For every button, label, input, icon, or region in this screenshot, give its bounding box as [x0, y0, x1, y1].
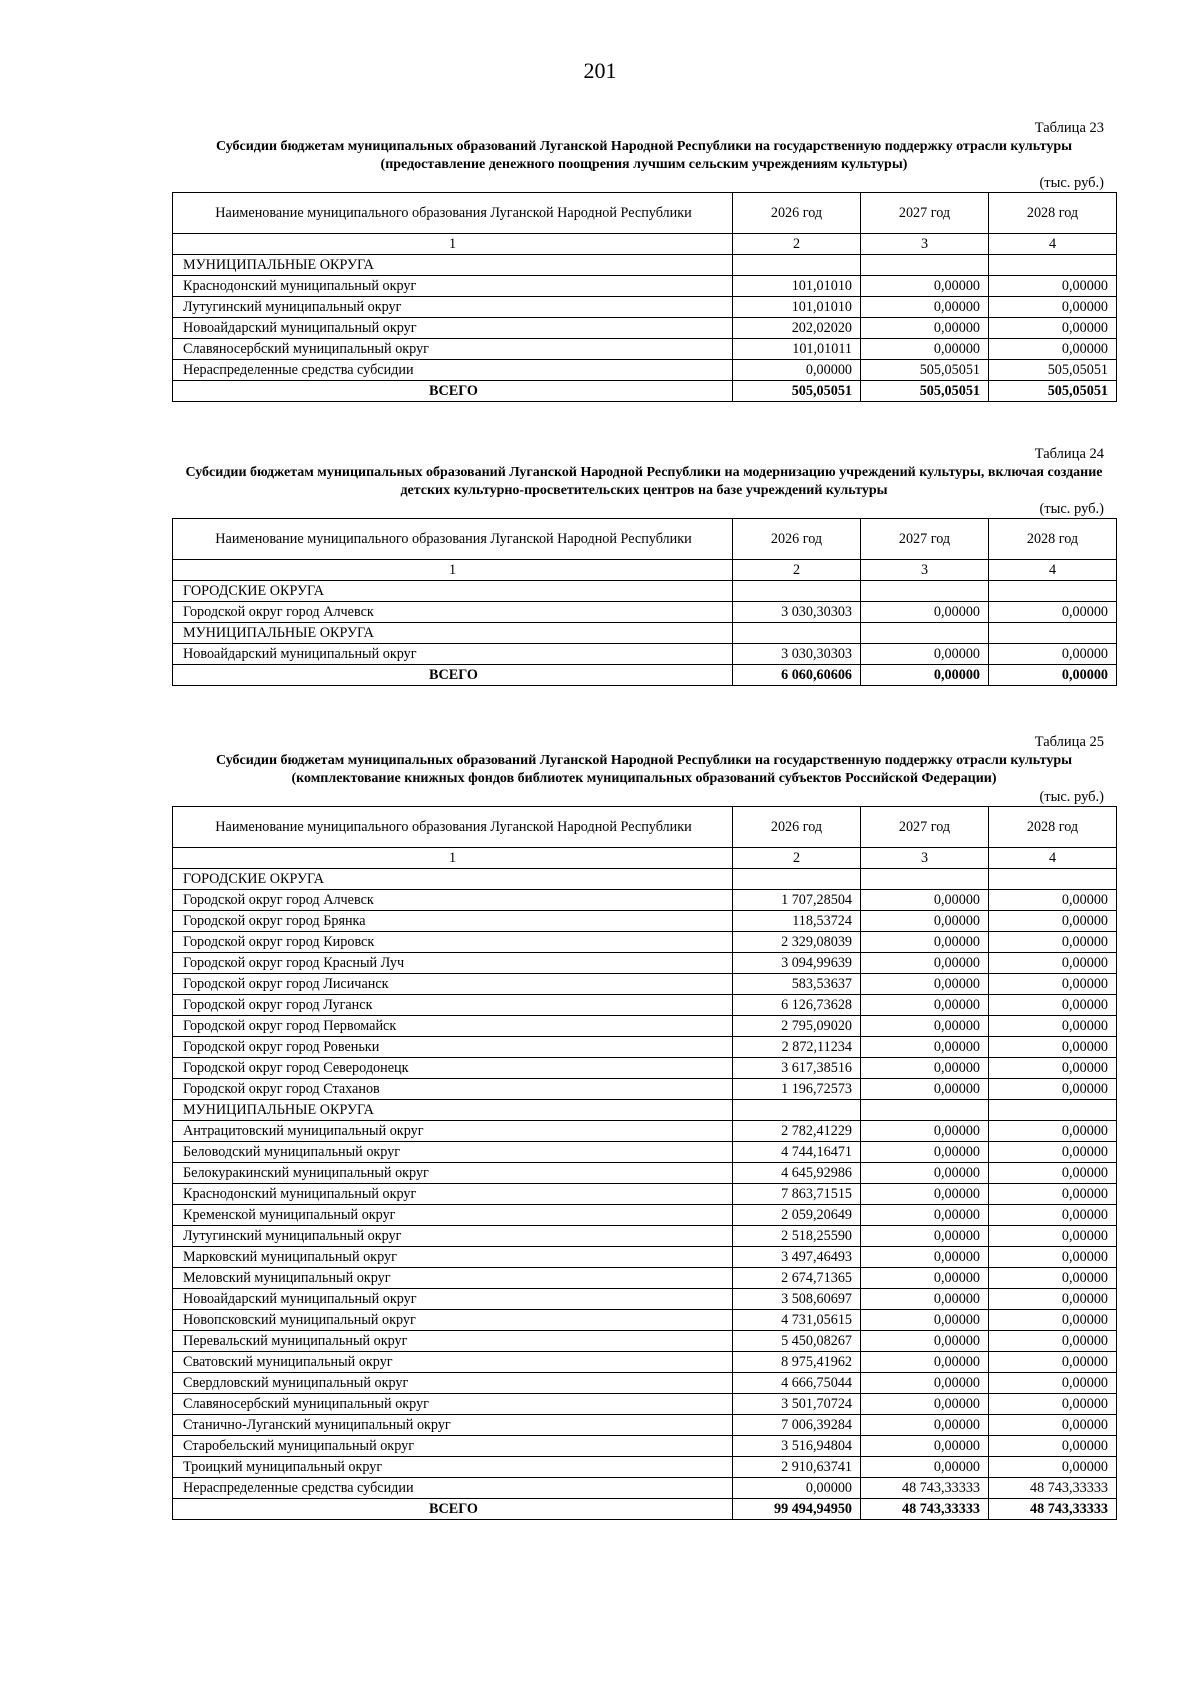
total-value-cell: 99 494,94950	[733, 1499, 861, 1520]
row-value-cell: 0,00000	[733, 360, 861, 381]
row-value-cell: 1 707,28504	[733, 890, 861, 911]
row-value-cell: 6 126,73628	[733, 995, 861, 1016]
table-row	[173, 1205, 1117, 1226]
row-value-cell: 0,00000	[861, 1457, 989, 1478]
row-name-cell: Новопсковский муниципальный округ	[173, 1310, 733, 1331]
row-value-cell: 0,00000	[989, 1163, 1117, 1184]
row-value-cell: 0,00000	[861, 1247, 989, 1268]
row-value-cell: 0,00000	[989, 1079, 1117, 1100]
header-name-cell: Наименование муниципального образования Луганской Народной Республики	[173, 193, 733, 234]
row-name-cell: Станично-Луганский муниципальный округ	[173, 1415, 733, 1436]
row-value-cell: 0,00000	[989, 932, 1117, 953]
row-value-cell: 0,00000	[989, 1016, 1117, 1037]
table-row	[173, 1394, 1117, 1415]
row-value-cell: 0,00000	[861, 1163, 989, 1184]
row-value-cell: 0,00000	[989, 1268, 1117, 1289]
row-name-cell: Новоайдарский муниципальный округ	[173, 318, 733, 339]
table-row	[173, 1268, 1117, 1289]
table-row	[173, 318, 1117, 339]
row-value-cell: 0,00000	[861, 1394, 989, 1415]
row-value-cell: 0,00000	[861, 1016, 989, 1037]
total-value-cell: 48 743,33333	[861, 1499, 989, 1520]
header-year-cell: 2026 год	[733, 193, 861, 234]
row-value-cell: 3 497,46493	[733, 1247, 861, 1268]
row-value-cell	[733, 255, 861, 276]
row-value-cell: 0,00000	[989, 890, 1117, 911]
table-label: Таблица 24	[1034, 446, 1104, 462]
table-label: Таблица 25	[1034, 734, 1104, 750]
header-name-cell: Наименование муниципального образования Луганской Народной Республики	[173, 519, 733, 560]
row-value-cell: 0,00000	[989, 1058, 1117, 1079]
index-cell: 2	[733, 848, 861, 869]
row-value-cell: 0,00000	[989, 1331, 1117, 1352]
row-value-cell: 0,00000	[989, 1037, 1117, 1058]
index-cell: 1	[173, 560, 733, 581]
table-row	[173, 581, 1117, 602]
row-value-cell: 0,00000	[989, 1373, 1117, 1394]
index-row	[173, 234, 1117, 255]
row-value-cell: 0,00000	[989, 1457, 1117, 1478]
table-row	[173, 953, 1117, 974]
table-row	[173, 1373, 1117, 1394]
page-number: 201	[583, 58, 617, 83]
row-value-cell: 0,00000	[861, 974, 989, 995]
table-row	[173, 995, 1117, 1016]
table-row	[173, 890, 1117, 911]
total-row	[173, 665, 1117, 686]
header-year-cell: 2027 год	[861, 807, 989, 848]
table-row	[173, 1037, 1117, 1058]
row-value-cell: 8 975,41962	[733, 1352, 861, 1373]
total-value-cell: 48 743,33333	[989, 1499, 1117, 1520]
row-name-cell: Краснодонский муниципальный округ	[173, 276, 733, 297]
row-name-cell: Свердловский муниципальный округ	[173, 1373, 733, 1394]
row-value-cell	[989, 581, 1117, 602]
total-name-cell: ВСЕГО	[173, 1499, 733, 1520]
row-value-cell: 0,00000	[989, 1247, 1117, 1268]
row-value-cell	[861, 869, 989, 890]
row-name-cell: Лутугинский муниципальный округ	[173, 297, 733, 318]
total-row	[173, 1499, 1117, 1520]
table-title: Субсидии бюджетам муниципальных образований Луганской Народной Республики на государственную поддержку отрасли культуры (предоставление денежного поощрения лучшим сельским учреждениям культуры)	[215, 139, 1073, 172]
header-row	[173, 193, 1117, 234]
row-value-cell: 0,00000	[861, 318, 989, 339]
table-row	[173, 1100, 1117, 1121]
row-value-cell: 2 329,08039	[733, 932, 861, 953]
row-value-cell: 0,00000	[861, 1037, 989, 1058]
total-name-cell: ВСЕГО	[173, 381, 733, 402]
row-value-cell: 0,00000	[861, 1415, 989, 1436]
row-name-cell: Городской округ город Стаханов	[173, 1079, 733, 1100]
row-value-cell: 0,00000	[861, 1352, 989, 1373]
row-name-cell: Городской округ город Кировск	[173, 932, 733, 953]
row-value-cell: 0,00000	[989, 318, 1117, 339]
row-value-cell: 48 743,33333	[861, 1478, 989, 1499]
row-value-cell: 0,00000	[989, 602, 1117, 623]
table-row	[173, 1289, 1117, 1310]
total-value-cell: 0,00000	[989, 665, 1117, 686]
row-name-cell: Сватовский муниципальный округ	[173, 1352, 733, 1373]
header-row	[173, 519, 1117, 560]
row-value-cell: 3 030,30303	[733, 644, 861, 665]
row-value-cell: 0,00000	[861, 890, 989, 911]
header-year-cell: 2027 год	[861, 519, 989, 560]
row-value-cell	[861, 623, 989, 644]
row-value-cell: 118,53724	[733, 911, 861, 932]
row-value-cell: 0,00000	[989, 644, 1117, 665]
index-cell: 2	[733, 560, 861, 581]
row-value-cell	[989, 869, 1117, 890]
index-cell: 4	[989, 234, 1117, 255]
row-value-cell: 0,00000	[989, 1184, 1117, 1205]
table-row	[173, 1079, 1117, 1100]
row-name-cell: Городской округ город Луганск	[173, 995, 733, 1016]
row-name-cell: Меловский муниципальный округ	[173, 1268, 733, 1289]
row-value-cell: 0,00000	[861, 1310, 989, 1331]
row-name-cell: МУНИЦИПАЛЬНЫЕ ОКРУГА	[173, 1100, 733, 1121]
row-name-cell: ГОРОДСКИЕ ОКРУГА	[173, 869, 733, 890]
index-cell: 2	[733, 234, 861, 255]
row-value-cell: 0,00000	[861, 953, 989, 974]
row-value-cell: 0,00000	[989, 339, 1117, 360]
row-value-cell: 2 910,63741	[733, 1457, 861, 1478]
row-name-cell: Беловодский муниципальный округ	[173, 1142, 733, 1163]
row-name-cell: МУНИЦИПАЛЬНЫЕ ОКРУГА	[173, 255, 733, 276]
table-label: Таблица 23	[1034, 120, 1104, 136]
header-row	[173, 807, 1117, 848]
row-value-cell	[861, 255, 989, 276]
table-row	[173, 1331, 1117, 1352]
row-value-cell: 4 645,92986	[733, 1163, 861, 1184]
row-value-cell: 0,00000	[861, 1184, 989, 1205]
header-year-cell: 2027 год	[861, 193, 989, 234]
row-value-cell: 101,01011	[733, 339, 861, 360]
units-label: (тыс. руб.)	[1039, 175, 1104, 191]
row-value-cell: 1 196,72573	[733, 1079, 861, 1100]
table-row	[173, 644, 1117, 665]
row-name-cell: Городской округ город Брянка	[173, 911, 733, 932]
table-row	[173, 1226, 1117, 1247]
table-24-block	[172, 444, 1116, 686]
row-value-cell: 3 508,60697	[733, 1289, 861, 1310]
row-value-cell: 7 006,39284	[733, 1415, 861, 1436]
row-name-cell: Новоайдарский муниципальный округ	[173, 1289, 733, 1310]
table-row	[173, 623, 1117, 644]
header-year-cell: 2028 год	[989, 807, 1117, 848]
row-name-cell: Белокуракинский муниципальный округ	[173, 1163, 733, 1184]
row-name-cell: Городской округ город Северодонецк	[173, 1058, 733, 1079]
row-value-cell: 505,05051	[861, 360, 989, 381]
row-value-cell: 0,00000	[861, 1289, 989, 1310]
table-row	[173, 974, 1117, 995]
row-value-cell: 0,00000	[861, 1268, 989, 1289]
row-name-cell: Городской округ город Лисичанск	[173, 974, 733, 995]
table-row	[173, 1058, 1117, 1079]
table-row	[173, 1163, 1117, 1184]
total-name-cell: ВСЕГО	[173, 665, 733, 686]
row-value-cell: 0,00000	[989, 1121, 1117, 1142]
table-row	[173, 276, 1117, 297]
table-title: Субсидии бюджетам муниципальных образований Луганской Народной Республики на модернизацию учреждений культуры, включая создание детских культурно-просветительских центров на базе учреждений культуры	[185, 465, 1103, 498]
row-value-cell: 48 743,33333	[989, 1478, 1117, 1499]
data-table	[172, 192, 1117, 402]
total-value-cell: 0,00000	[861, 665, 989, 686]
row-value-cell: 0,00000	[861, 932, 989, 953]
table-row	[173, 932, 1117, 953]
row-value-cell: 101,01010	[733, 276, 861, 297]
table-row	[173, 1352, 1117, 1373]
table-row	[173, 1457, 1117, 1478]
row-value-cell: 0,00000	[861, 1226, 989, 1247]
table-row	[173, 1436, 1117, 1457]
table-25-block	[172, 732, 1116, 1520]
table-row	[173, 602, 1117, 623]
row-value-cell: 2 674,71365	[733, 1268, 861, 1289]
table-row	[173, 1184, 1117, 1205]
header-year-cell: 2028 год	[989, 193, 1117, 234]
row-value-cell	[733, 623, 861, 644]
row-value-cell: 0,00000	[733, 1478, 861, 1499]
row-value-cell: 202,02020	[733, 318, 861, 339]
row-value-cell: 583,53637	[733, 974, 861, 995]
row-value-cell: 2 795,09020	[733, 1016, 861, 1037]
row-value-cell: 3 516,94804	[733, 1436, 861, 1457]
row-name-cell: Городской округ город Алчевск	[173, 602, 733, 623]
header-year-cell: 2026 год	[733, 519, 861, 560]
table-row	[173, 1142, 1117, 1163]
row-value-cell: 0,00000	[989, 1142, 1117, 1163]
row-value-cell	[733, 1100, 861, 1121]
header-year-cell: 2026 год	[733, 807, 861, 848]
row-value-cell: 0,00000	[989, 1436, 1117, 1457]
row-value-cell: 0,00000	[989, 1352, 1117, 1373]
data-table	[172, 806, 1117, 1520]
row-value-cell: 0,00000	[861, 1373, 989, 1394]
row-value-cell: 0,00000	[989, 297, 1117, 318]
row-name-cell: Троицкий муниципальный округ	[173, 1457, 733, 1478]
index-cell: 3	[861, 234, 989, 255]
row-name-cell: Лутугинский муниципальный округ	[173, 1226, 733, 1247]
row-name-cell: Нераспределенные средства субсидии	[173, 1478, 733, 1499]
table-row	[173, 1247, 1117, 1268]
table-row	[173, 339, 1117, 360]
row-value-cell: 4 666,75044	[733, 1373, 861, 1394]
table-row	[173, 1016, 1117, 1037]
row-value-cell: 0,00000	[861, 995, 989, 1016]
row-value-cell: 0,00000	[989, 911, 1117, 932]
row-value-cell: 3 501,70724	[733, 1394, 861, 1415]
data-table	[172, 518, 1117, 686]
index-row	[173, 560, 1117, 581]
total-value-cell: 505,05051	[861, 381, 989, 402]
row-value-cell: 3 094,99639	[733, 953, 861, 974]
row-name-cell: Нераспределенные средства субсидии	[173, 360, 733, 381]
row-value-cell: 0,00000	[861, 1079, 989, 1100]
row-value-cell: 0,00000	[989, 1289, 1117, 1310]
index-cell: 3	[861, 560, 989, 581]
total-row	[173, 381, 1117, 402]
row-name-cell: Славяносербский муниципальный округ	[173, 1394, 733, 1415]
index-cell: 3	[861, 848, 989, 869]
row-value-cell: 5 450,08267	[733, 1331, 861, 1352]
row-value-cell: 0,00000	[861, 602, 989, 623]
table-row	[173, 297, 1117, 318]
row-value-cell: 0,00000	[989, 1226, 1117, 1247]
row-name-cell: Марковский муниципальный округ	[173, 1247, 733, 1268]
header-name-cell: Наименование муниципального образования Луганской Народной Республики	[173, 807, 733, 848]
row-name-cell: Краснодонский муниципальный округ	[173, 1184, 733, 1205]
row-name-cell: Городской округ город Красный Луч	[173, 953, 733, 974]
row-name-cell: Перевальский муниципальный округ	[173, 1331, 733, 1352]
table-23-block	[172, 118, 1116, 402]
row-value-cell	[989, 255, 1117, 276]
table-row	[173, 869, 1117, 890]
row-value-cell: 0,00000	[861, 644, 989, 665]
row-value-cell: 2 518,25590	[733, 1226, 861, 1247]
index-cell: 1	[173, 234, 733, 255]
row-value-cell: 0,00000	[989, 1415, 1117, 1436]
row-value-cell: 0,00000	[989, 953, 1117, 974]
table-row	[173, 255, 1117, 276]
row-value-cell: 4 731,05615	[733, 1310, 861, 1331]
row-name-cell: ГОРОДСКИЕ ОКРУГА	[173, 581, 733, 602]
table-row	[173, 1121, 1117, 1142]
row-value-cell: 0,00000	[989, 1310, 1117, 1331]
row-value-cell: 0,00000	[989, 276, 1117, 297]
row-name-cell: Городской округ город Ровеньки	[173, 1037, 733, 1058]
row-value-cell	[861, 1100, 989, 1121]
total-value-cell: 6 060,60606	[733, 665, 861, 686]
row-value-cell: 0,00000	[861, 1205, 989, 1226]
index-cell: 4	[989, 848, 1117, 869]
row-value-cell: 0,00000	[861, 276, 989, 297]
row-value-cell: 2 872,11234	[733, 1037, 861, 1058]
row-name-cell: МУНИЦИПАЛЬНЫЕ ОКРУГА	[173, 623, 733, 644]
total-value-cell: 505,05051	[989, 381, 1117, 402]
row-name-cell: Кременской муниципальный округ	[173, 1205, 733, 1226]
table-row	[173, 911, 1117, 932]
row-value-cell: 3 030,30303	[733, 602, 861, 623]
row-name-cell: Городской округ город Алчевск	[173, 890, 733, 911]
row-value-cell: 0,00000	[861, 1058, 989, 1079]
total-value-cell: 505,05051	[733, 381, 861, 402]
row-value-cell: 0,00000	[861, 1121, 989, 1142]
row-value-cell: 0,00000	[861, 1436, 989, 1457]
index-row	[173, 848, 1117, 869]
row-value-cell: 0,00000	[861, 911, 989, 932]
row-name-cell: Антрацитовский муниципальный округ	[173, 1121, 733, 1142]
table-row	[173, 1310, 1117, 1331]
table-title: Субсидии бюджетам муниципальных образований Луганской Народной Республики на государственную поддержку отрасли культуры (комплектование книжных фондов библиотек муниципальных образований субъектов Российской Федерации)	[215, 753, 1073, 786]
row-value-cell: 3 617,38516	[733, 1058, 861, 1079]
row-value-cell: 505,05051	[989, 360, 1117, 381]
row-value-cell	[989, 623, 1117, 644]
row-value-cell: 2 782,41229	[733, 1121, 861, 1142]
row-value-cell: 0,00000	[861, 339, 989, 360]
units-label: (тыс. руб.)	[1039, 789, 1104, 805]
table-row	[173, 360, 1117, 381]
units-label: (тыс. руб.)	[1039, 501, 1104, 517]
row-name-cell: Городской округ город Первомайск	[173, 1016, 733, 1037]
table-row	[173, 1478, 1117, 1499]
row-value-cell	[733, 581, 861, 602]
row-name-cell: Новоайдарский муниципальный округ	[173, 644, 733, 665]
row-name-cell: Старобельский муниципальный округ	[173, 1436, 733, 1457]
row-value-cell: 0,00000	[861, 297, 989, 318]
row-value-cell	[989, 1100, 1117, 1121]
table-row	[173, 1415, 1117, 1436]
row-value-cell: 101,01010	[733, 297, 861, 318]
index-cell: 1	[173, 848, 733, 869]
row-value-cell: 2 059,20649	[733, 1205, 861, 1226]
row-value-cell: 4 744,16471	[733, 1142, 861, 1163]
row-value-cell: 0,00000	[989, 974, 1117, 995]
row-value-cell: 0,00000	[861, 1142, 989, 1163]
row-value-cell: 7 863,71515	[733, 1184, 861, 1205]
row-value-cell	[861, 581, 989, 602]
row-value-cell: 0,00000	[989, 1394, 1117, 1415]
index-cell: 4	[989, 560, 1117, 581]
row-value-cell: 0,00000	[989, 995, 1117, 1016]
row-value-cell: 0,00000	[989, 1205, 1117, 1226]
row-name-cell: Славяносербский муниципальный округ	[173, 339, 733, 360]
row-value-cell: 0,00000	[861, 1331, 989, 1352]
row-value-cell	[733, 869, 861, 890]
header-year-cell: 2028 год	[989, 519, 1117, 560]
